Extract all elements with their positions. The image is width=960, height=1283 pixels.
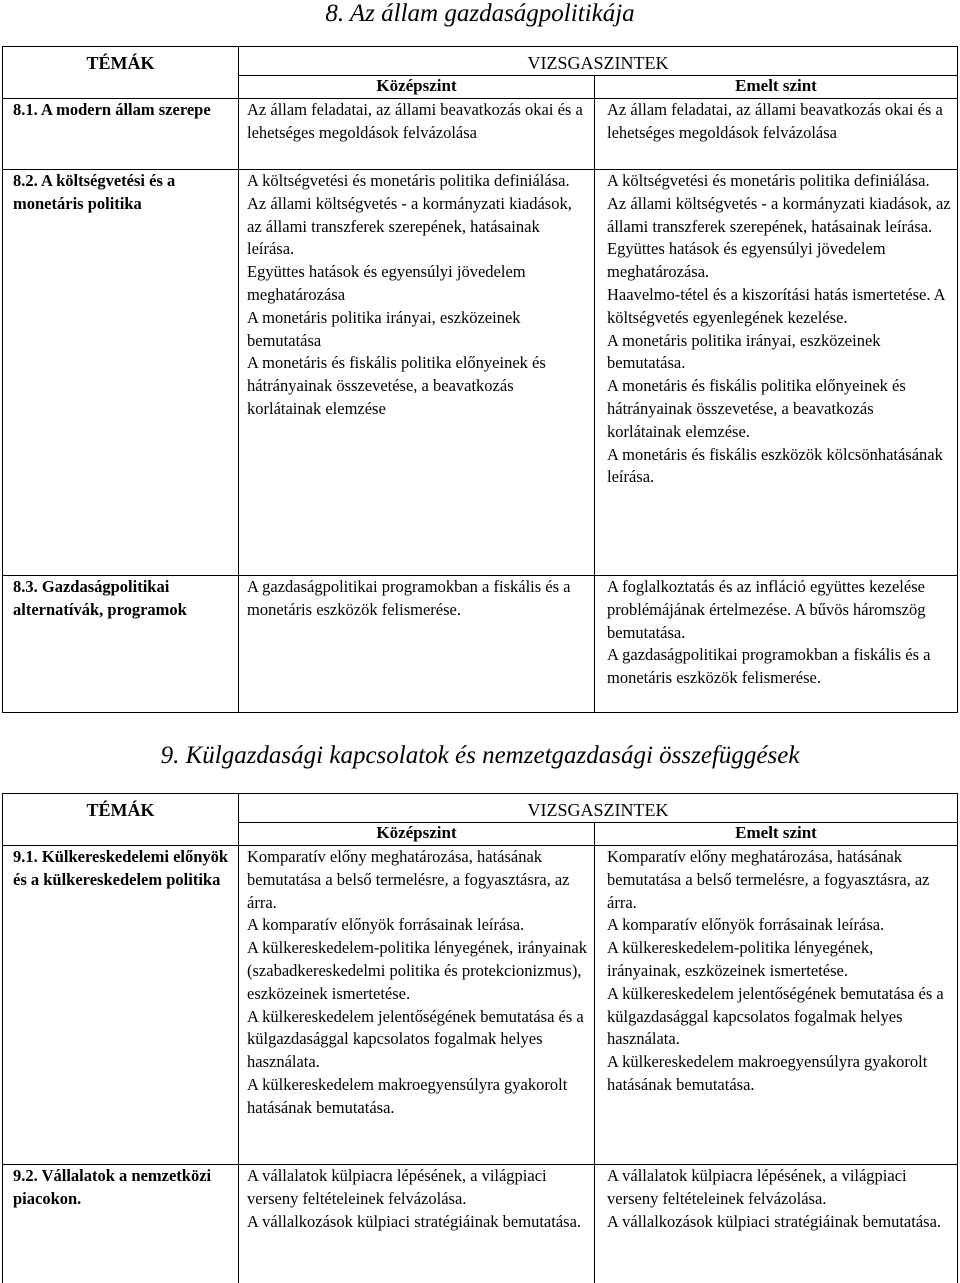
adv-item: A gazdaságpolitikai programokban a fiskális és a monetáris eszközök felismerése. — [607, 644, 951, 690]
adv-item: Az állam feladatai, az állami beavatkozás okai és a lehetséges megoldások felvázolása — [595, 99, 957, 145]
section-8-title: 8. Az állam gazdaságpolitikája — [0, 0, 960, 28]
adv-item: Komparatív előny meghatározása, hatásának bemutatása a belső termelésre, a fogyasztásra, az árra. — [607, 846, 951, 914]
section-9-table — [2, 793, 958, 1283]
mid-level-cell — [239, 1165, 595, 1283]
table-row — [3, 99, 958, 170]
mid-item: Az állami költségvetés - a kormányzati kiadások, az állami transzferek szerepének, hatásainak leírása. — [247, 193, 588, 261]
topic-cell — [3, 1165, 239, 1283]
topics-header: TÉMÁK — [3, 794, 239, 846]
adv-level-cell — [595, 1165, 958, 1283]
adv-level-cell — [595, 576, 958, 713]
adv-item: A vállalatok külpiacra lépésének, a világpiaci verseny feltételeinek felvázolása. — [607, 1165, 951, 1211]
mid-item: Együttes hatások és egyensúlyi jövedelem meghatározása — [247, 261, 588, 307]
adv-level-cell — [595, 846, 958, 1165]
section-8-table — [2, 46, 958, 713]
mid-item: A külkereskedelem makroegyensúlyra gyakorolt hatásának bemutatása. — [247, 1074, 588, 1120]
mid-level-cell — [239, 99, 595, 170]
exam-levels-header: VIZSGASZINTEK — [239, 794, 958, 823]
adv-item: A monetáris politika irányai, eszközeinek bemutatása. — [607, 330, 951, 376]
mid-item: A külkereskedelem-politika lényegének, irányainak (szabadkereskedelmi politika és protekcionizmus), eszközeinek ismertetése. — [247, 937, 588, 1005]
mid-item: Az állam feladatai, az állami beavatkozás okai és a lehetséges megoldások felvázolása — [239, 99, 594, 145]
mid-level-cell — [239, 576, 595, 713]
mid-item: A költségvetési és monetáris politika definiálása. — [247, 170, 588, 193]
adv-level-header: Emelt szint — [595, 823, 958, 846]
adv-level-cell — [595, 170, 958, 576]
table-row — [3, 170, 958, 576]
topic-label: 8.3. Gazdaságpolitikai alternatívák, programok — [3, 576, 238, 622]
adv-item: A monetáris és fiskális politika előnyeinek és hátrányainak összevetése, a beavatkozás korlátainak elemzése. — [607, 375, 951, 443]
mid-item: A komparatív előnyök forrásainak leírása. — [247, 914, 588, 937]
topic-cell — [3, 99, 239, 170]
topic-label: 9.1. Külkereskedelemi előnyök és a külkereskedelem politika — [3, 846, 238, 892]
topic-label: 9.2. Vállalatok a nemzetközi piacokon. — [3, 1165, 238, 1211]
mid-item: Komparatív előny meghatározása, hatásának bemutatása a belső termelésre, a fogyasztásra, az árra. — [247, 846, 588, 914]
mid-level-header: Középszint — [239, 76, 595, 99]
table-row — [3, 846, 958, 1165]
topic-label: 8.1. A modern állam szerepe — [3, 99, 238, 122]
topic-label: 8.2. A költségvetési és a monetáris politika — [3, 170, 238, 216]
mid-level-cell — [239, 846, 595, 1165]
adv-item: A foglalkoztatás és az infláció együttes kezelése problémájának értelmezése. A bűvös háromszög bemutatása. — [607, 576, 951, 644]
topics-header: TÉMÁK — [3, 47, 239, 99]
adv-item: Az állami költségvetés - a kormányzati kiadások, az állami transzferek szerepének, hatásainak leírása. — [607, 193, 951, 239]
topic-cell — [3, 170, 239, 576]
table-row — [3, 576, 958, 713]
table-row — [3, 1165, 958, 1283]
adv-item: Együttes hatások és egyensúlyi jövedelem meghatározása. — [607, 238, 951, 284]
mid-item: A monetáris politika irányai, eszközeinek bemutatása — [247, 307, 588, 353]
adv-level-cell — [595, 99, 958, 170]
topic-cell — [3, 846, 239, 1165]
adv-item: A külkereskedelem makroegyensúlyra gyakorolt hatásának bemutatása. — [607, 1051, 951, 1097]
adv-item: A külkereskedelem-politika lényegének, irányainak, eszközeinek ismertetése. — [607, 937, 951, 983]
adv-item: A komparatív előnyök forrásainak leírása. — [607, 914, 951, 937]
mid-item: A monetáris és fiskális politika előnyeinek és hátrányainak összevetése, a beavatkozás korlátainak elemzése — [247, 352, 588, 420]
mid-item: A vállalkozások külpiaci stratégiáinak bemutatása. — [247, 1211, 588, 1234]
exam-levels-header: VIZSGASZINTEK — [239, 47, 958, 76]
section-9-title: 9. Külgazdasági kapcsolatok és nemzetgazdasági összefüggések — [0, 742, 960, 770]
adv-item: A külkereskedelem jelentőségének bemutatása és a külgazdasággal kapcsolatos fogalmak helyes használata. — [607, 983, 951, 1051]
topic-cell — [3, 576, 239, 713]
adv-item: Haavelmo-tétel és a kiszorítási hatás ismertetése. A költségvetés egyenlegének kezelése. — [607, 284, 951, 330]
mid-item: A vállalatok külpiacra lépésének, a világpiaci verseny feltételeinek felvázolása. — [247, 1165, 588, 1211]
adv-item: A monetáris és fiskális eszközök kölcsönhatásának leírása. — [607, 444, 951, 490]
mid-item: A külkereskedelem jelentőségének bemutatása és a külgazdasággal kapcsolatos fogalmak helyes használata. — [247, 1006, 588, 1074]
adv-level-header: Emelt szint — [595, 76, 958, 99]
mid-item: A gazdaságpolitikai programokban a fiskális és a monetáris eszközök felismerése. — [239, 576, 594, 622]
adv-item: A költségvetési és monetáris politika definiálása. — [607, 170, 951, 193]
mid-level-cell — [239, 170, 595, 576]
mid-level-header: Középszint — [239, 823, 595, 846]
adv-item: A vállalkozások külpiaci stratégiáinak bemutatása. — [607, 1211, 951, 1234]
